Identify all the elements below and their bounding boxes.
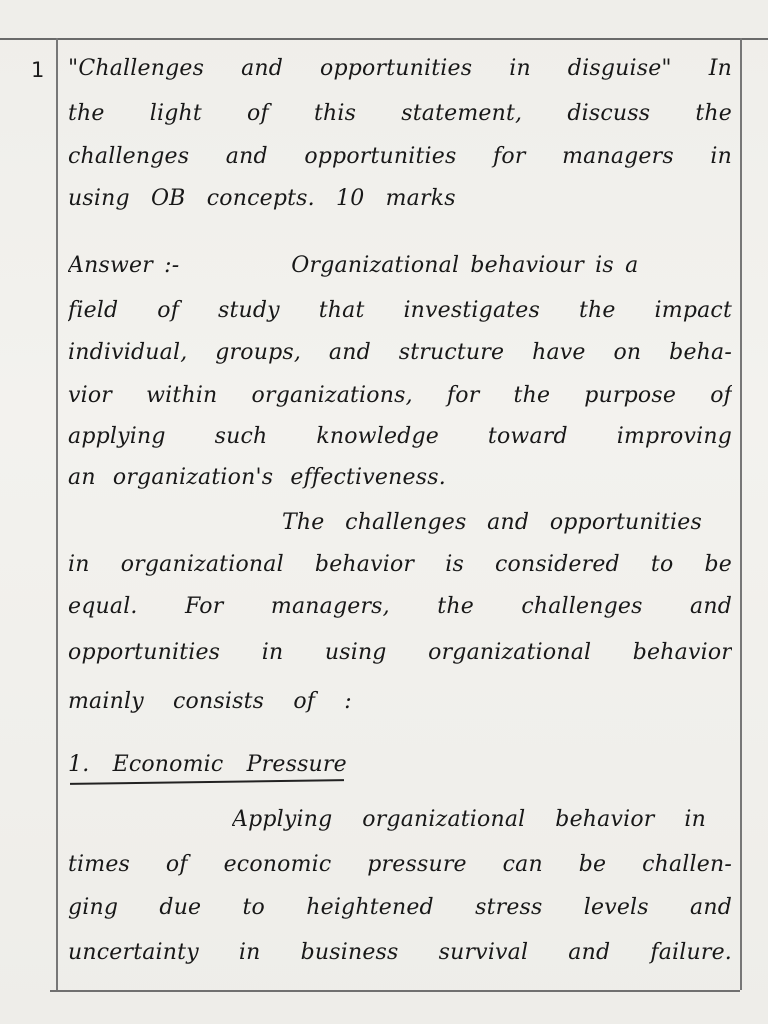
question-line: the light of this statement, discuss the: [68, 101, 732, 126]
heading-underline: [70, 779, 344, 785]
right-margin-line: [740, 38, 742, 990]
bottom-rule: [50, 990, 740, 992]
answer-line: an organization's effectiveness.: [68, 465, 446, 490]
answer-line: The challenges and opportunities: [282, 510, 702, 535]
answer-line: mainly consists of :: [68, 689, 352, 714]
answer-line: Answer :- Organizational behaviour is a: [68, 253, 639, 278]
top-rule: [0, 38, 768, 40]
question-number: 1: [31, 58, 45, 82]
question-line: using OB concepts. 10 marks: [68, 186, 456, 211]
answer-line: opportunities in using organizational behavior: [68, 640, 732, 665]
answer-line: vior within organizations, for the purpose of: [68, 383, 732, 408]
answer-line: equal. For managers, the challenges and: [68, 594, 732, 619]
section-line: uncertainty in business survival and failure.: [68, 940, 732, 965]
section-heading: 1. Economic Pressure: [68, 752, 347, 777]
question-line: challenges and opportunities for managers in: [68, 144, 732, 169]
section-line: Applying organizational behavior in: [232, 807, 706, 832]
question-line: "Challenges and opportunities in disguise" In: [68, 56, 732, 81]
answer-line: individual, groups, and structure have on beha-: [68, 340, 732, 365]
section-line: ging due to heightened stress levels and: [68, 895, 732, 920]
left-margin-line: [56, 38, 58, 990]
answer-line: applying such knowledge toward improving: [68, 424, 732, 449]
section-line: times of economic pressure can be challen-: [68, 852, 732, 877]
answer-line: field of study that investigates the impact: [68, 298, 732, 323]
answer-line: in organizational behavior is considered to be: [68, 552, 732, 577]
